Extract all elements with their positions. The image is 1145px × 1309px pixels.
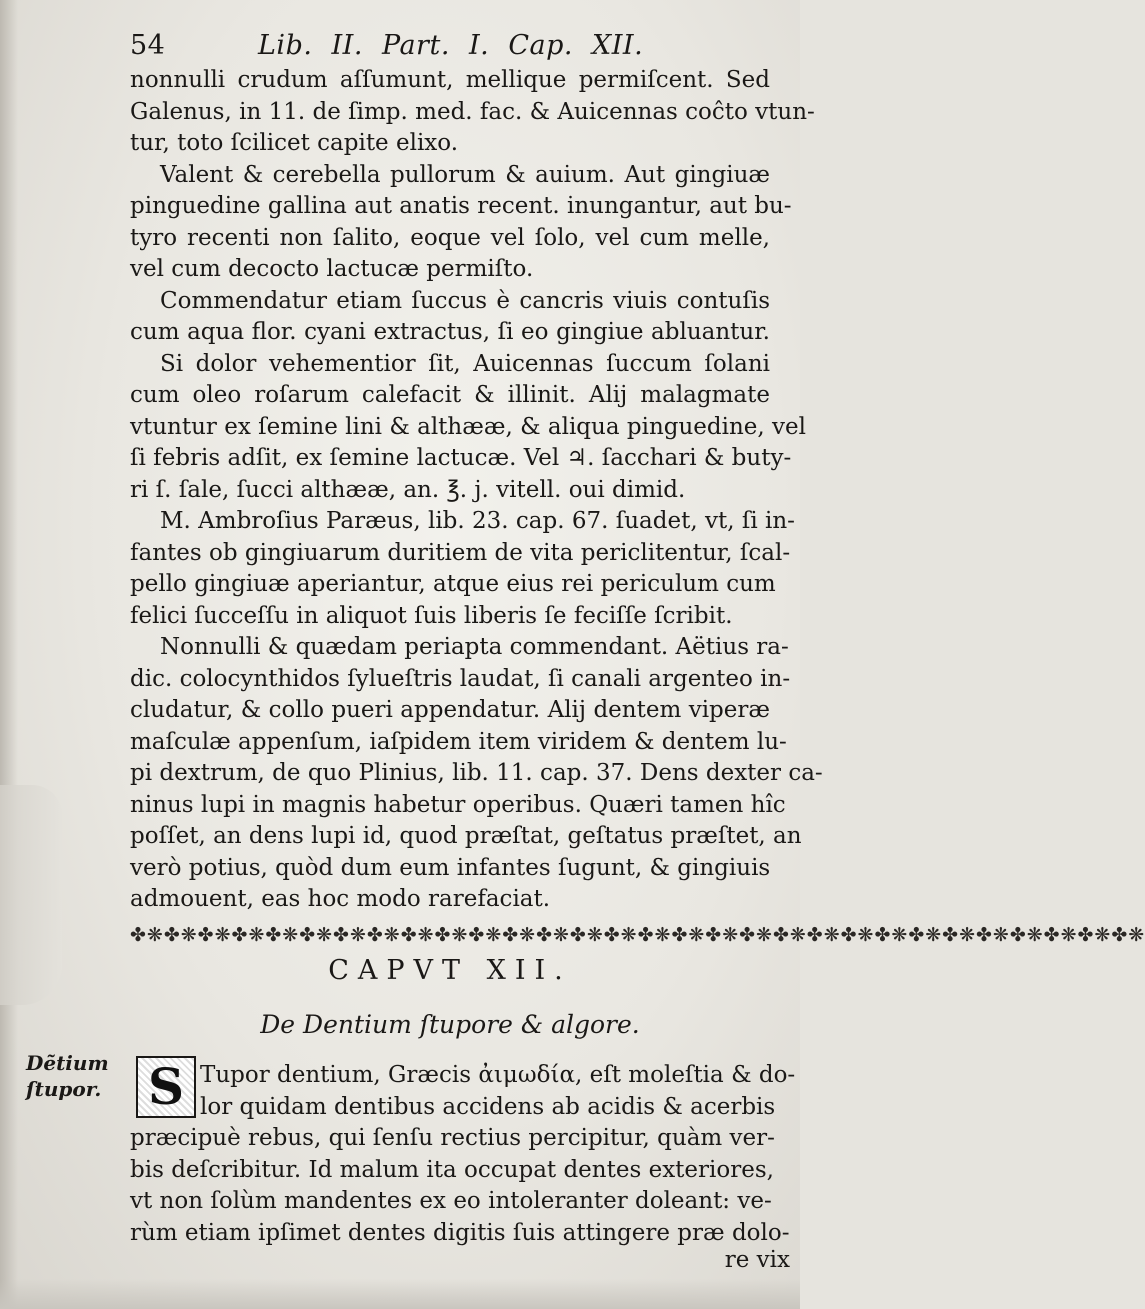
- text-line: Si dolor vehementior ſit, Auicennas ſuccum ſolani: [160, 350, 770, 377]
- text-line: ninus lupi in magnis habetur operibus. Quæri tamen hîc: [130, 791, 786, 818]
- text-line: pinguedine gallina aut anatis recent. inungantur, aut bu-: [130, 193, 792, 219]
- text-line: felici ſucceſſu in aliquot ſuis liberis ſe feciſſe ſcribit.: [130, 602, 733, 629]
- chapter-text: [130, 1060, 796, 1249]
- drop-cap: S: [136, 1056, 196, 1118]
- text-line: vtuntur ex ſemine lini & althææ, & aliqua pinguedine, vel: [130, 413, 806, 440]
- catchword: re vix: [724, 1247, 790, 1273]
- text-line: cum aqua flor. cyani extractus, ſi eo gingiue abluantur.: [130, 319, 770, 345]
- text-line: nonnulli crudum aſſumunt, mellique permiſcent. Sed: [130, 67, 770, 93]
- text-line: præcipuè rebus, qui ſenſu rectius percipitur, quàm ver-: [130, 1125, 775, 1151]
- running-head: [130, 30, 770, 66]
- text-line: tur, toto ſcilicet capite elixo.: [130, 130, 459, 156]
- page-bottom-shadow: [0, 1279, 800, 1309]
- text-line: pi dextrum, de quo Plinius, lib. 11. cap. 37. Dens dexter ca-: [130, 760, 823, 786]
- chapter-subtitle: De Dentium ſtupore & algore.: [260, 1010, 640, 1039]
- text-line: poſſet, an dens lupi id, quod præſtat, geſtatus præſtet, an: [130, 823, 802, 849]
- body-text: [130, 65, 823, 916]
- text-line: Nonnulli & quædam periapta commendant. Aëtius ra-: [160, 634, 789, 660]
- text-line: fantes ob gingiuarum duritiem de vita periclitentur, ſcal-: [130, 539, 791, 566]
- text-line: Galenus, in 11. de ſimp. med. fac. & Auicennas coĉto vtun-: [130, 98, 815, 125]
- text-line: Commendatur etiam ſuccus è cancris viuis contuſis: [160, 287, 770, 314]
- text-line: admouent, eas hoc modo rarefaciat.: [130, 886, 551, 912]
- text-line: tyro recenti non ſalito, eoque vel ſolo, vel cum melle,: [130, 224, 770, 251]
- text-line: dic. colocynthidos ſylueſtris laudat, ſi canali argenteo in-: [130, 665, 791, 692]
- margin-note: Dẽtium ſtupor.: [26, 1051, 109, 1101]
- page-number: 54: [130, 30, 166, 61]
- text-line: verò potius, quòd dum eum infantes ſugunt, & gingiuis: [130, 854, 771, 881]
- text-line: vel cum decocto lactucæ permiſto.: [130, 256, 534, 282]
- paper-stain: [0, 785, 62, 1005]
- text-line: rùm etiam ipſimet dentes digitis ſuis attingere præ dolo-: [130, 1219, 790, 1246]
- text-line: vt non ſolùm mandentes ex eo intoleranter doleant: ve-: [130, 1188, 772, 1214]
- text-line: ſi febris adſit, ex ſemine lactucæ. Vel ♃. ſacchari & buty-: [130, 445, 792, 471]
- text-line: cum oleo roſarum calefacit & illinit. Alij malagmate: [130, 382, 770, 408]
- text-line: Tupor dentium, Græcis ἀιμωδία, eſt moleſtia & do-: [200, 1062, 796, 1088]
- text-line: pello gingiuæ aperiantur, atque eius rei periculum cum: [130, 571, 776, 597]
- text-line: cludatur, & collo pueri appendatur. Alij dentem viperæ: [130, 697, 770, 723]
- text-line: M. Ambroſius Paræus, lib. 23. cap. 67. ſuadet, vt, ſi in-: [160, 508, 795, 534]
- text-line: ri ſ. ſale, ſucci althææ, an. ℥. j. vitell. oui dimid.: [130, 476, 686, 503]
- ornament-divider: ✤❋✤❋✤❋✤❋✤❋✤❋✤❋✤❋✤❋✤❋✤❋✤❋✤❋✤❋✤❋✤❋✤❋✤❋✤❋✤❋✤❋✤❋✤❋✤❋✤❋✤❋✤❋✤❋✤❋✤❋: [130, 924, 1145, 946]
- text-line: bis deſcribitur. Id malum ita occupat dentes exteriores,: [130, 1156, 774, 1183]
- running-head-text: Lib. II. Part. I. Cap. XII.: [258, 30, 644, 61]
- page-edge-shadow: [0, 0, 18, 1309]
- text-line: Valent & cerebella pullorum & auium. Aut gingiuæ: [160, 161, 770, 188]
- chapter-title: CAPVT XII.: [328, 955, 572, 986]
- text-line: maſculæ appenſum, iaſpidem item viridem & dentem lu-: [130, 728, 787, 755]
- text-line: lor quidam dentibus accidens ab acidis & acerbis: [200, 1093, 776, 1120]
